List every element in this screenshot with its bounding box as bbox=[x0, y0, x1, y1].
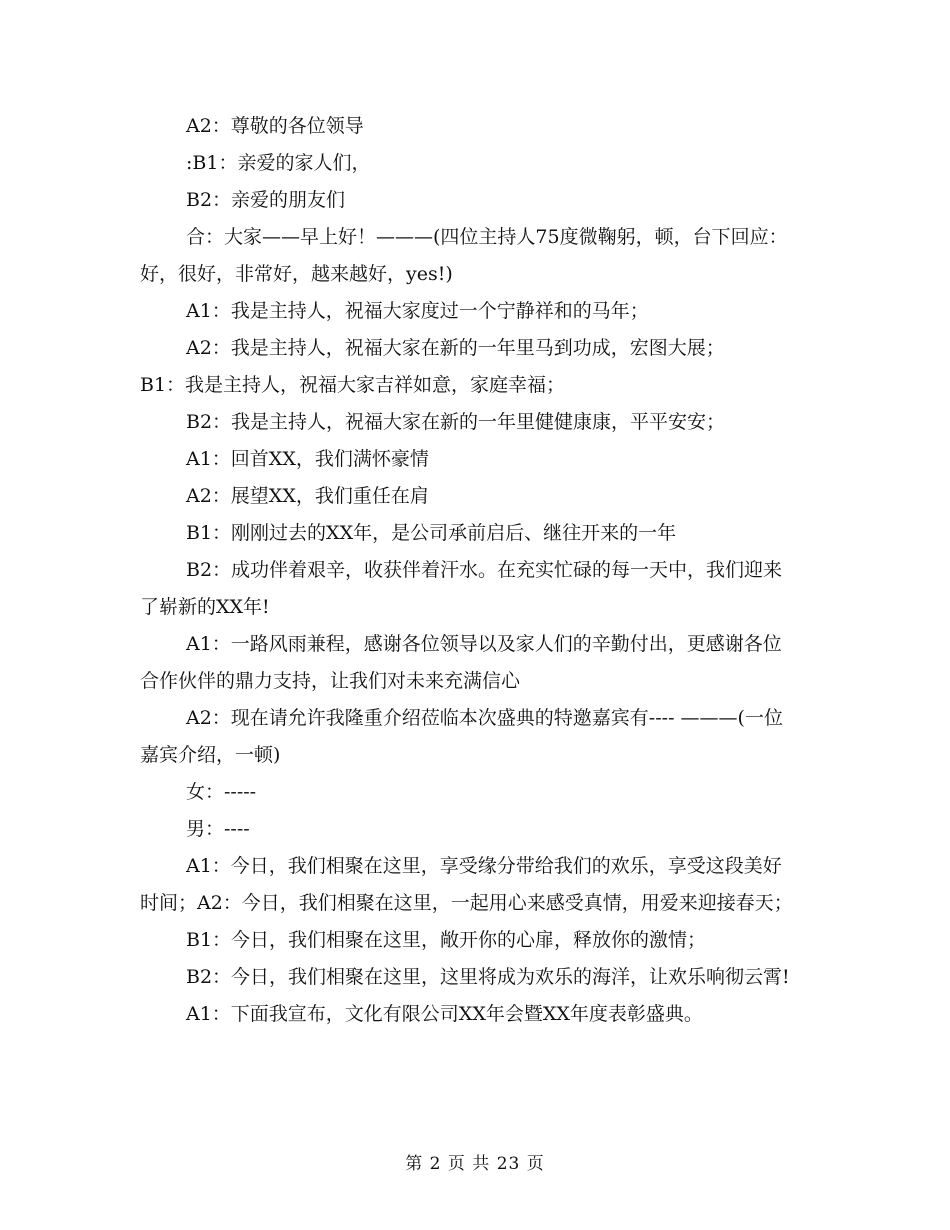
script-line: :B1：亲爱的家人们， bbox=[186, 152, 371, 174]
script-line: A2：现在请允许我隆重介绍莅临本次盛典的特邀嘉宾有---- ———(一位嘉宾介绍，一顿) bbox=[140, 707, 783, 766]
script-line: B1：刚刚过去的XX年，是公司承前启后、继往开来的一年 bbox=[186, 522, 677, 544]
script-line: A1：下面我宣布，文化有限公司XX年会暨XX年度表彰盛典。 bbox=[186, 1003, 703, 1025]
script-line: B2：我是主持人，祝福大家在新的一年里健健康康，平平安安； bbox=[186, 411, 726, 433]
script-line: A1：回首XX，我们满怀豪情 bbox=[186, 448, 429, 470]
script-line: A2：展望XX，我们重任在肩 bbox=[186, 485, 429, 507]
script-line: B1：今日，我们相聚在这里，敞开你的心扉，释放你的激情； bbox=[186, 929, 707, 951]
script-line: A1：我是主持人，祝福大家度过一个宁静祥和的马年； bbox=[186, 300, 649, 322]
script-line: B1：我是主持人，祝福大家吉祥如意，家庭幸福； bbox=[140, 374, 566, 396]
script-line: B2：成功伴着艰辛，收获伴着汗水。在充实忙碌的每一天中，我们迎来了崭新的XX年! bbox=[140, 559, 783, 618]
script-line: B2：亲爱的朋友们 bbox=[186, 189, 346, 211]
script-line: 合：大家——早上好！———(四位主持人75度微鞠躬，顿，台下回应：好，很好，非常好，越来越好，yes!) bbox=[140, 226, 788, 285]
script-line: A2：尊敬的各位领导 bbox=[186, 115, 364, 137]
script-line: 女：----- bbox=[186, 781, 257, 803]
script-line: A1：今日，我们相聚在这里，享受缘分带给我们的欢乐，享受这段美好时间；A2：今日，我们相聚在这里，一起用心来感受真情，用爱来迎接春天； bbox=[140, 855, 793, 914]
script-line: A2：我是主持人，祝福大家在新的一年里马到功成，宏图大展； bbox=[186, 337, 725, 359]
page-number-footer: 第 2 页 共 23 页 bbox=[405, 1154, 545, 1174]
script-line: B2：今日，我们相聚在这里，这里将成为欢乐的海洋，让欢乐响彻云霄! bbox=[186, 966, 790, 988]
document-body bbox=[140, 108, 800, 1033]
script-line: A1：一路风雨兼程，感谢各位领导以及家人们的辛勤付出，更感谢各位合作伙伴的鼎力支持，让我们对未来充满信心 bbox=[140, 633, 782, 692]
script-line: 男：---- bbox=[186, 818, 250, 840]
